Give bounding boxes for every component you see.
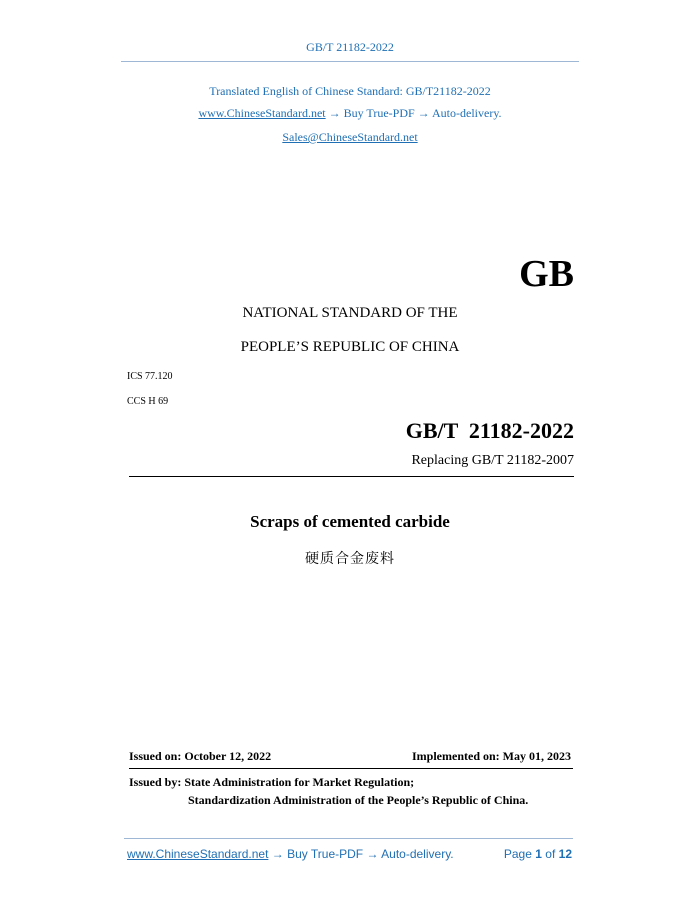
footer-site-link[interactable]: www.ChineseStandard.net xyxy=(127,847,269,861)
header-site-link[interactable]: www.ChineseStandard.net xyxy=(198,106,326,120)
footer-buy-link[interactable]: Buy True-PDF xyxy=(287,847,364,861)
page-indicator xyxy=(504,847,572,861)
header-arrow-icon: → xyxy=(328,106,341,120)
gb-mark: GB xyxy=(519,253,574,295)
page-current: 1 xyxy=(535,847,542,861)
header-purchase-line xyxy=(0,106,700,121)
translated-notice: Translated English of Chinese Standard: GB/T21182-2022 xyxy=(209,84,491,98)
page-of: of xyxy=(545,847,556,861)
title-divider xyxy=(129,476,574,477)
ccs-code: CCS H 69 xyxy=(127,396,169,407)
page-label: Page xyxy=(503,847,532,861)
header-standard-code: GB/T 21182-2022 xyxy=(306,40,394,54)
issued-by-line2: Standardization Administration of the People’s Republic of China. xyxy=(188,793,529,807)
national-standard-line1: NATIONAL STANDARD OF THE xyxy=(242,305,458,321)
standard-number: GB/T 21182-2022 xyxy=(405,418,574,443)
replacing-note: Replacing GB/T 21182-2007 xyxy=(411,453,574,468)
document-title: Scraps of cemented carbide xyxy=(250,512,450,531)
page-total: 12 xyxy=(558,847,572,861)
ics-code: ICS 77.120 xyxy=(127,371,173,382)
header-arrow-icon-2: → xyxy=(417,106,430,120)
footer-arrow-icon: → xyxy=(271,847,284,861)
issued-by-line1: Issued by: State Administration for Market Regulation; xyxy=(129,775,415,789)
issued-on-date: Issued on: October 12, 2022 xyxy=(129,749,272,763)
header-buy-link[interactable]: Buy True-PDF xyxy=(343,106,415,120)
dates-divider xyxy=(129,768,573,769)
header-delivery-text: Auto-delivery. xyxy=(432,106,502,120)
footer-arrow-icon-2: → xyxy=(366,847,379,861)
sales-line xyxy=(0,130,700,145)
footer-purchase-line xyxy=(127,847,454,861)
national-standard-line2: PEOPLE’S REPUBLIC OF CHINA xyxy=(240,339,460,355)
document-title-chinese: 硬质合金废料 xyxy=(305,551,395,567)
implemented-on-date: Implemented on: May 01, 2023 xyxy=(412,749,571,763)
footer-delivery-text: Auto-delivery. xyxy=(381,847,454,861)
footer-divider xyxy=(124,838,573,839)
sales-email-link[interactable]: Sales@ChineseStandard.net xyxy=(282,130,418,144)
header-divider xyxy=(121,61,579,62)
